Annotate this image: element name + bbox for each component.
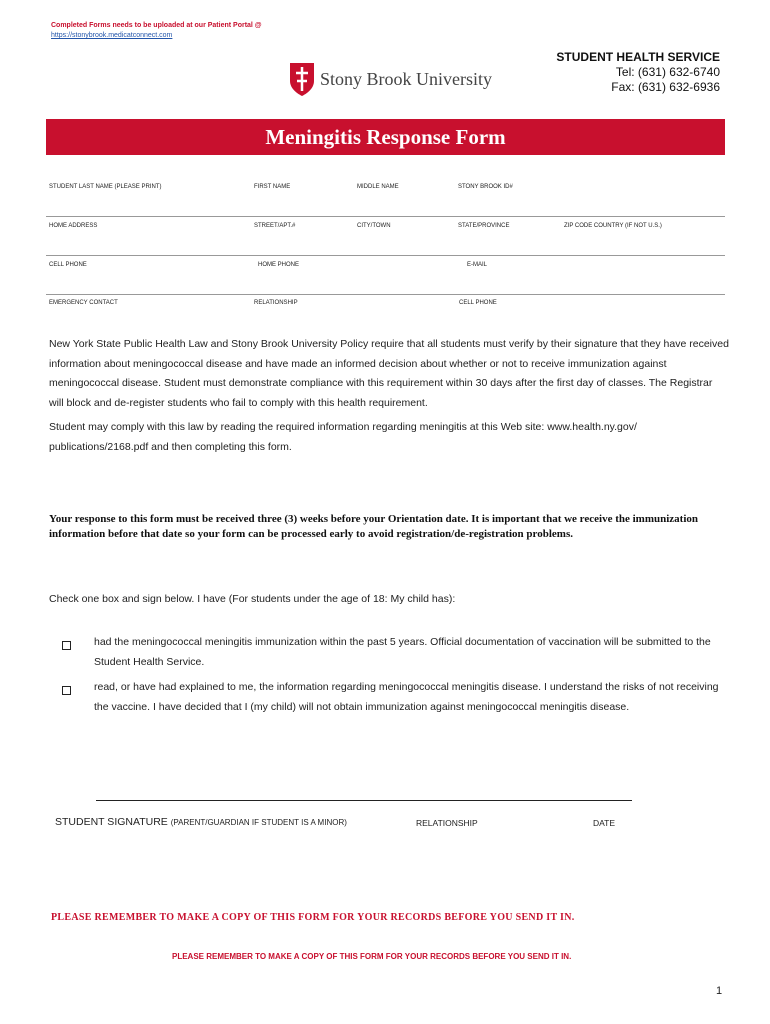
portal-note: Completed Forms needs to be uploaded at our Patient Portal @: [51, 22, 262, 29]
city-field[interactable]: CITY/TOWN: [357, 223, 391, 229]
email-field[interactable]: E-MAIL: [467, 262, 488, 268]
option-declined-text: read, or have had explained to me, the information regarding meningococcal meningitis disease. I understand the risks of not receiving the vaccine. I have decided that I (my child) will not obtain immunization against meningococcal meningitis disease.: [94, 681, 719, 713]
id-field[interactable]: STONY BROOK ID#: [458, 184, 513, 190]
signature-label-main: STUDENT SIGNATURE: [55, 816, 168, 828]
state-field[interactable]: STATE/PROVINCE: [458, 223, 510, 229]
form-title: Meningitis Response Form: [265, 125, 506, 149]
title-banner: [46, 119, 725, 155]
checkbox-immunized[interactable]: [62, 641, 71, 650]
form-row-address: [46, 217, 725, 256]
service-title: STUDENT HEALTH SERVICE: [556, 50, 720, 64]
street-field[interactable]: STREET/APT.#: [254, 223, 296, 229]
signature-label: [55, 816, 347, 828]
middle-name-field[interactable]: MIDDLE NAME: [357, 184, 399, 190]
checkbox-declined[interactable]: [62, 686, 71, 695]
cell-phone-field[interactable]: CELL PHONE: [49, 262, 87, 268]
law-paragraph: New York State Public Health Law and Stony Brook University Policy require that all students must verify by their signature that they have received information about meningococcal disease and have made an informed decision about whether or not to receive immunization against meningococcal disease. Student must demonstrate compliance with this requirement within 30 days after the first day of classes. The Registrar will block and de-register students who fail to comply with this health requirement.: [49, 338, 729, 409]
signature-label-sub: (PARENT/GUARDIAN IF STUDENT IS A MINOR): [170, 818, 347, 827]
instruction-text: Check one box and sign below. I have (For students under the age of 18: My child has):: [49, 593, 456, 605]
last-name-field[interactable]: STUDENT LAST NAME (PLEASE PRINT): [49, 184, 162, 190]
deadline-note: Your response to this form must be received three (3) weeks before your Orientation date. It is important that we receive the immunization information before that date so your form can be processed early to avoid registration/de-registration problems.: [49, 513, 699, 540]
home-address-field[interactable]: HOME ADDRESS: [49, 223, 98, 229]
copy-reminder-primary: PLEASE REMEMBER TO MAKE A COPY OF THIS FORM FOR YOUR RECORDS BEFORE YOU SEND IT IN.: [51, 912, 575, 923]
option-immunized-text: had the meningococcal meningitis immunization within the past 5 years. Official documentation of vaccination will be submitted to the Student Health Service.: [94, 636, 711, 668]
first-name-field[interactable]: FIRST NAME: [254, 184, 291, 190]
service-contact: [556, 50, 720, 95]
relationship-field[interactable]: RELATIONSHIP: [254, 300, 298, 306]
emergency-contact-field[interactable]: EMERGENCY CONTACT: [49, 300, 118, 306]
university-logo: [288, 61, 493, 99]
service-fax: Fax: (631) 632-6936: [611, 80, 720, 94]
shield-logo-icon: [288, 61, 316, 97]
date-label: DATE: [593, 818, 616, 828]
relationship-label: RELATIONSHIP: [416, 818, 478, 828]
form-row-name: [46, 178, 725, 217]
portal-link[interactable]: https://stonybrook.medicatconnect.com: [51, 32, 173, 39]
form-row-phone: [46, 256, 725, 295]
copy-reminder-secondary: PLEASE REMEMBER TO MAKE A COPY OF THIS FORM FOR YOUR RECORDS BEFORE YOU SEND IT IN.: [172, 952, 572, 961]
signature-line[interactable]: [96, 800, 632, 801]
page-number: 1: [716, 985, 723, 997]
zip-country-field[interactable]: ZIP CODE COUNTRY (IF NOT U.S.): [564, 223, 662, 229]
emergency-cell-field[interactable]: CELL PHONE: [459, 300, 497, 306]
form-row-emergency: [46, 294, 725, 332]
service-tel: Tel: (631) 632-6740: [615, 65, 720, 79]
home-phone-field[interactable]: HOME PHONE: [258, 262, 300, 268]
logo-wordmark: Stony Brook University: [320, 69, 493, 89]
compliance-paragraph: Student may comply with this law by reading the required information regarding meningitis at this Web site: www.health.ny.gov/ publications/2168.pdf and then completing this form.: [49, 421, 637, 453]
